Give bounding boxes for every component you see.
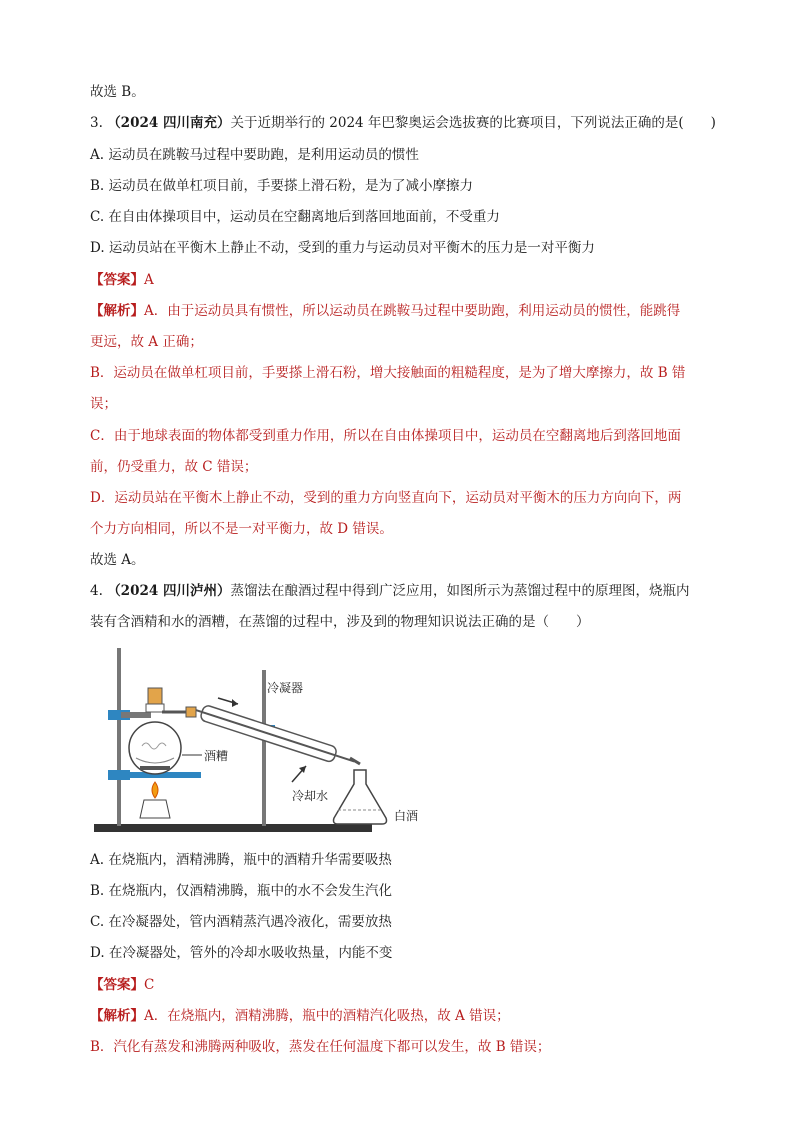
right-stand-base bbox=[232, 824, 372, 832]
q4-answer-value: C bbox=[144, 977, 155, 993]
distillation-apparatus-figure bbox=[92, 640, 432, 835]
wire-gauze bbox=[140, 766, 170, 770]
q3-analysis-line-6: 前，仍受重力，故 C 错误； bbox=[90, 459, 258, 475]
q3-stem-text: 关于近期举行的 2024 年巴黎奥运会选拔赛的比赛项目，下列说法正确的是( ) bbox=[230, 115, 716, 131]
label-mash: 酒糟 bbox=[204, 749, 229, 763]
receiving-flask bbox=[334, 770, 387, 824]
q4-source: （2024 四川泸州） bbox=[107, 583, 231, 599]
q3-analysis-line-8: 个力方向相同，所以不是一对平衡力，故 D 错误。 bbox=[90, 521, 393, 537]
q3-analysis-label: 【解析】 bbox=[90, 303, 144, 319]
flask-stopper bbox=[148, 688, 162, 704]
q3-analysis-text-1: A．由于运动员具有惯性，所以运动员在跳鞍马过程中要助跑，利用运动员的惯性，能跳得 bbox=[144, 303, 681, 319]
connector-stopper bbox=[186, 707, 196, 717]
q3-analysis-line-3: B．运动员在做单杠项目前，手要搽上滑石粉，增大接触面的粗糙程度，是为了增大摩擦力，故 B 错 bbox=[90, 365, 686, 381]
q4-answer bbox=[90, 975, 154, 995]
left-stand-rod bbox=[117, 648, 121, 826]
label-cooling-water: 冷却水 bbox=[292, 789, 329, 803]
q3-number: 3. bbox=[90, 115, 103, 131]
q3-stem bbox=[90, 113, 716, 133]
q3-analysis-line-7: D．运动员站在平衡木上静止不动，受到的重力方向竖直向下，运动员对平衡木的压力方向向下，两 bbox=[90, 490, 682, 506]
q3-option-c: C. 在自由体操项目中，运动员在空翻离地后到落回地面前，不受重力 bbox=[90, 209, 500, 225]
upper-clamp-arm bbox=[121, 712, 151, 718]
q3-option-b: B. 运动员在做单杠项目前，手要搽上滑石粉，是为了减小摩擦力 bbox=[90, 178, 474, 194]
q3-analysis-line-4: 误； bbox=[90, 396, 117, 412]
prev-conclusion: 故选 B。 bbox=[90, 84, 145, 100]
q4-option-d: D. 在冷凝器处，管外的冷却水吸收热量，内能不变 bbox=[90, 945, 393, 961]
label-condenser: 冷凝器 bbox=[267, 681, 304, 695]
q4-stem-line-2: 装有含酒精和水的酒糟，在蒸馏的过程中，涉及到的物理知识说法正确的是（ ） bbox=[90, 614, 590, 630]
right-stand-rod bbox=[262, 670, 266, 826]
q3-source: （2024 四川南充） bbox=[107, 115, 231, 131]
flask-neck bbox=[146, 704, 164, 712]
q4-stem-line-1 bbox=[90, 581, 689, 601]
q3-answer-label: 【答案】 bbox=[90, 272, 144, 288]
q3-option-a: A. 运动员在跳鞍马过程中要助跑，是利用运动员的惯性 bbox=[90, 147, 419, 163]
q3-conclusion: 故选 A。 bbox=[90, 552, 145, 568]
q3-option-d: D. 运动员站在平衡木上静止不动，受到的重力与运动员对平衡木的压力是一对平衡力 bbox=[90, 240, 595, 256]
left-stand-base bbox=[94, 824, 244, 832]
flame-icon bbox=[152, 782, 158, 798]
q3-answer-value: A bbox=[144, 272, 154, 288]
q3-answer bbox=[90, 270, 154, 290]
q4-analysis-line-1 bbox=[90, 1006, 510, 1026]
q3-analysis-line-1 bbox=[90, 301, 680, 321]
q4-option-c: C. 在冷凝器处，管内酒精蒸汽遇冷液化，需要放热 bbox=[90, 914, 392, 930]
alcohol-burner bbox=[140, 800, 170, 818]
q4-answer-label: 【答案】 bbox=[90, 977, 144, 993]
q3-analysis-line-2: 更远，故 A 正确； bbox=[90, 334, 203, 350]
q4-option-a: A. 在烧瓶内，酒精沸腾，瓶中的酒精升华需要吸热 bbox=[90, 852, 392, 868]
q4-stem-text-1: 蒸馏法在酿酒过程中得到广泛应用，如图所示为蒸馏过程中的原理图，烧瓶内 bbox=[230, 583, 690, 599]
label-liquor: 白酒 bbox=[394, 809, 419, 823]
q4-analysis-text-1: A．在烧瓶内，酒精沸腾，瓶中的酒精汽化吸热，故 A 错误； bbox=[144, 1008, 510, 1024]
q3-analysis-line-5: C．由于地球表面的物体都受到重力作用，所以在自由体操项目中，运动员在空翻离地后到落回地面 bbox=[90, 428, 681, 444]
q4-option-b: B. 在烧瓶内，仅酒精沸腾，瓶中的水不会发生汽化 bbox=[90, 883, 393, 899]
q4-number: 4. bbox=[90, 583, 103, 599]
q4-analysis-line-2: B．汽化有蒸发和沸腾两种吸收，蒸发在任何温度下都可以发生，故 B 错误； bbox=[90, 1039, 551, 1055]
q4-analysis-label: 【解析】 bbox=[90, 1008, 144, 1024]
